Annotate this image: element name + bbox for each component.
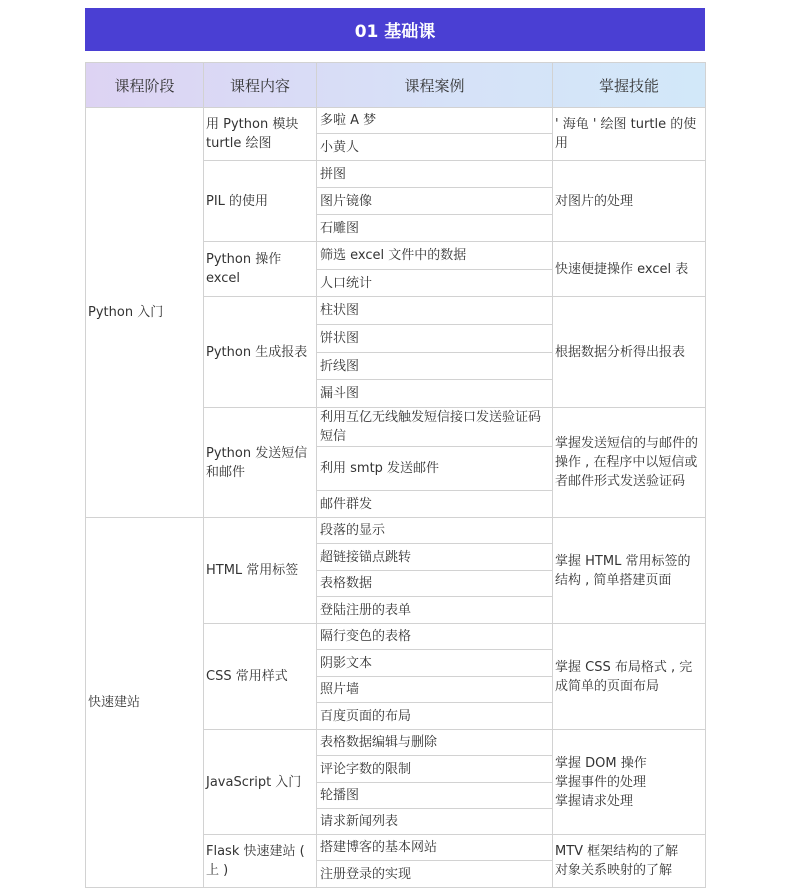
case-cell: 搭建博客的基本网站 [317,835,553,861]
stage-cell: 快速建站 [86,518,204,888]
skill-cell: 掌握 DOM 操作 掌握事件的处理 掌握请求处理 [553,730,706,835]
module-cell: Python 生成报表 [204,297,317,408]
case-cell: 利用互亿无线触发短信接口发送验证码短信 [317,408,553,447]
case-cell: 邮件群发 [317,491,553,518]
skill-cell: 掌握发送短信的与邮件的操作 , 在程序中以短信或者邮件形式发送验证码 [553,408,706,518]
case-cell: 饼状图 [317,325,553,353]
case-cell: 登陆注册的表单 [317,597,553,624]
skill-cell: 对图片的处理 [553,161,706,242]
skill-cell: 根据数据分析得出报表 [553,297,706,408]
table-body [86,108,706,888]
module-cell: HTML 常用标签 [204,518,317,624]
table-header-row [86,63,706,108]
case-cell: 段落的显示 [317,518,553,544]
case-cell: 超链接锚点跳转 [317,544,553,571]
module-cell: 用 Python 模块 turtle 绘图 [204,108,317,161]
table-row [86,518,706,544]
section-title: 01 基础课 [354,22,436,42]
case-cell: 照片墙 [317,677,553,703]
module-cell: Flask 快速建站 ( 上 ) [204,835,317,888]
case-cell: 轮播图 [317,783,553,809]
case-cell: 评论字数的限制 [317,756,553,783]
case-cell: 小黄人 [317,134,553,161]
module-cell: CSS 常用样式 [204,624,317,730]
case-cell: 筛选 excel 文件中的数据 [317,242,553,270]
stage-cell: Python 入门 [86,108,204,518]
module-cell: Python 发送短信和邮件 [204,408,317,518]
skill-cell: MTV 框架结构的了解 对象关系映射的了解 [553,835,706,888]
case-cell: 拼图 [317,161,553,188]
case-cell: 注册登录的实现 [317,861,553,888]
case-cell: 漏斗图 [317,380,553,408]
case-cell: 请求新闻列表 [317,809,553,835]
course-table [85,62,706,888]
case-cell: 柱状图 [317,297,553,325]
section-banner [85,8,705,51]
case-cell: 表格数据编辑与删除 [317,730,553,756]
case-cell: 石雕图 [317,215,553,242]
module-cell: JavaScript 入门 [204,730,317,835]
case-cell: 图片镜像 [317,188,553,215]
module-cell: Python 操作 excel [204,242,317,297]
module-cell: PIL 的使用 [204,161,317,242]
case-cell: 表格数据 [317,571,553,597]
skill-cell: 掌握 CSS 布局格式 , 完成简单的页面布局 [553,624,706,730]
header-cases: 课程案例 [317,63,553,108]
case-cell: 阴影文本 [317,650,553,677]
course-table-wrapper [85,62,705,888]
table-row [86,108,706,134]
case-cell: 百度页面的布局 [317,703,553,730]
case-cell: 人口统计 [317,270,553,297]
case-cell: 多啦 A 梦 [317,108,553,134]
case-cell: 隔行变色的表格 [317,624,553,650]
case-cell: 折线图 [317,353,553,380]
skill-cell: 快速便捷操作 excel 表 [553,242,706,297]
skill-cell: 掌握 HTML 常用标签的结构 , 简单搭建页面 [553,518,706,624]
skill-cell: ' 海龟 ' 绘图 turtle 的使用 [553,108,706,161]
header-skills: 掌握技能 [553,63,706,108]
header-stage: 课程阶段 [86,63,204,108]
header-content: 课程内容 [204,63,317,108]
case-cell: 利用 smtp 发送邮件 [317,447,553,491]
